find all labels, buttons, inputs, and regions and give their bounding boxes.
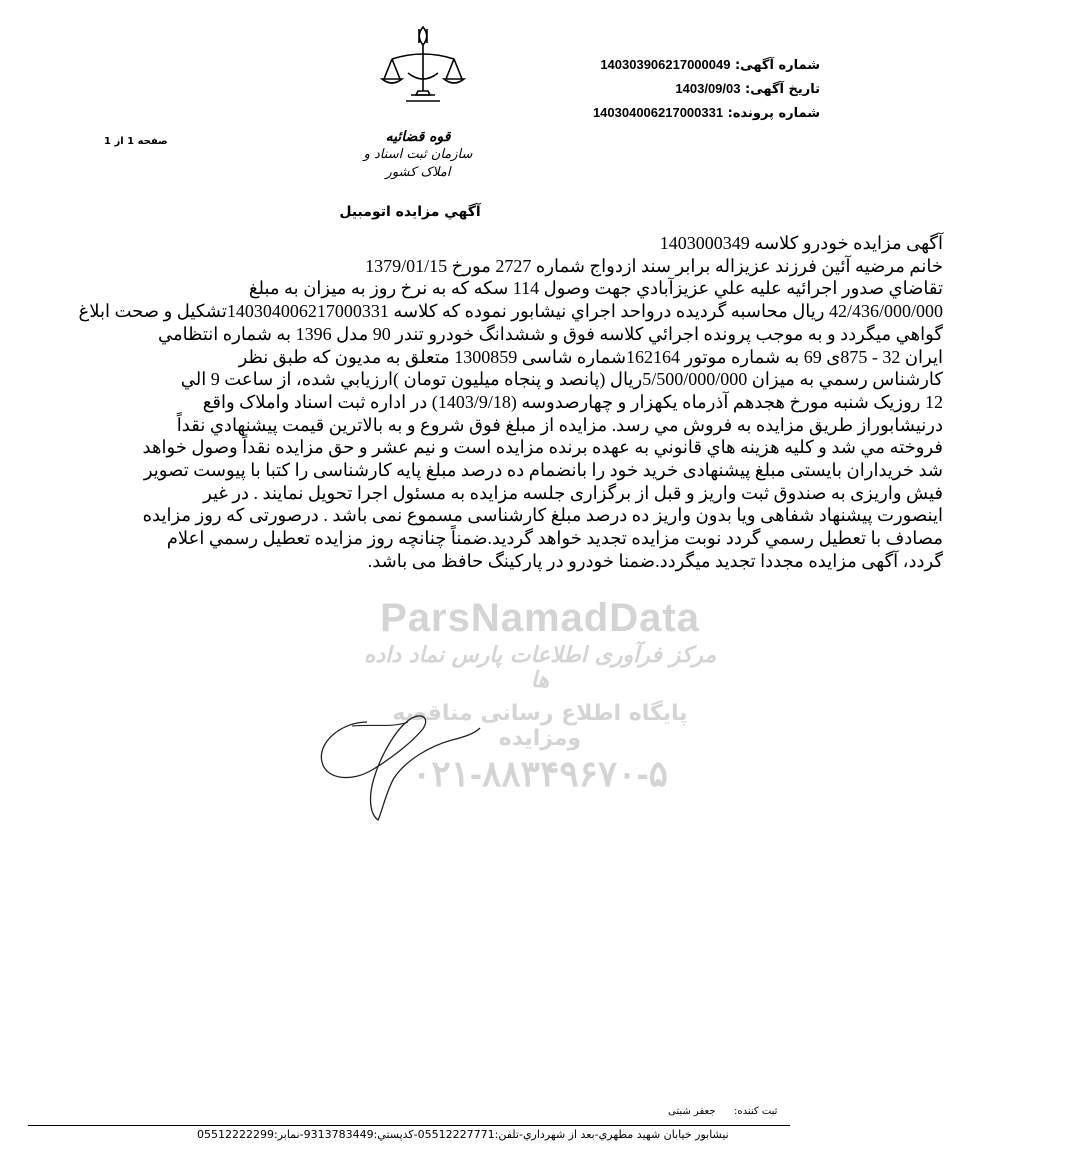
body-line: خانم مرضیه آئین فرزند عزیزاله برابر سند ازدواج شماره 2727 مورخ 1379/01/15 [365,255,943,276]
body-line: ايران 32 - 875ی 69 به شماره موتور 162164شماره شاسی 1300859 متعلق به مديون كه طبق نظر [238,346,943,367]
office-address: نيشابور خيابان شهيد مطهري-بعد از شهرداري-تلفن:05512227771-كدپستي:9313783449-نمابر:05512222299 [197,1128,729,1141]
notice-title: آگهي مزايده اتومبيل [339,204,481,220]
page-number: صفحه 1 از 1 [104,136,168,147]
registry-organization-name: سازمان ثبت اسناد و املاک کشور [363,147,473,180]
notice-meta [593,53,820,125]
signature-icon [312,682,482,822]
file-number-row [593,101,820,125]
body-line: مصادف با تعطيل رسمي گردد نوبت مزايده تجديد خواهد گرديد.ضمناً چنانچه روز مزايده تعطيل رسمي اعلام [166,528,943,549]
registrar-label: ثبت کننده: [734,1106,778,1117]
body-line: 42/436/000/000 ريال محاسبه گرديده درواحد اجراي نيشابور نموده كه كلاسه 140304006217000331تشكيل و صحت ابلاغ [78,301,943,322]
notice-date: 1403/09/03 [675,81,741,96]
notice-date-label: تاریخ آگهی: [745,82,820,97]
organization-name [348,128,488,182]
body-line: 12 روزیک شنبه مورخ هجدهم آذرماه یکهزار و چهارصدوسه (1403/9/18) در اداره ثبت اسناد واملاک واقع [202,391,943,412]
body-line: فیش واریزی به صندوق ثبت واریز و قبل از برگزاری جلسه مزایده به مسئول اجرا تحویل نمایند . در غیر [203,482,943,503]
body-line: فروخته مي شد و كليه هزينه هاي قانوني به عهده برنده مزايده است و نيم عشر و حق مزايده نقداً وصول خواهد [142,437,943,458]
notice-number-label: شماره آگهی: [734,58,820,73]
watermark-line1: مرکز فرآوری اطلاعات پارس نماد داده ها [363,643,717,693]
judiciary-name: قوه قضائیه [385,129,451,145]
watermark-line2: پایگاه اطلاع رسانی مناقصه ومزایده [392,701,688,751]
body-line: گردد، آگهی مزایده مجددا تجدید میگردد.ضمنا خودرو در پارکینگ حافظ می باشد. [367,550,943,571]
footer-divider [28,1125,790,1126]
watermark-brand: ParsNamadData [380,596,700,640]
registrar-name: جعفر شبتی [668,1106,716,1117]
file-number-label: شماره پرونده: [727,106,820,121]
body-line: تقاضاي صدور اجرائيه عليه علي عزيزآبادي جهت وصول 114 سكه كه به نرخ روز به ميزان به مبلغ [248,278,943,299]
body-line: درنيشابوراز طريق مزايده به فروش مي رسد. مزايده از مبلغ فوق شروع و به بالاترين قيمت پيشنهادي نقداً [176,414,943,435]
judiciary-emblem-icon [378,25,468,105]
notice-body [13,232,943,573]
body-line: آگهی مزایده خودرو کلاسه 1403000349 [659,233,943,253]
file-number: 140304006217000331 [592,105,724,120]
body-line: اینصورت پیشنهاد شفاهی ویا بدون واریز ده درصد مبلغ کارشناسی مسموع نمی باشد . درصورتی که روز مزايده [142,505,943,526]
notice-date-row [593,77,820,101]
watermark-phone: ۰۲۱-۸۸۳۴۹۶۷۰-۵ [411,753,668,794]
notice-number-row [593,53,820,77]
body-line: شد خريداران بایستی مبلغ پیشنهادی خرید خود را بانضمام ده درصد مبلغ پایه کارشناسی را کتبا با پیوست تصویر [143,460,943,481]
body-line: كارشناس رسمي به ميزان 5/500/000/000ريال (پانصد و پنجاه ميليون تومان )ارزيابي شده، از ساعت 9 الي [180,369,943,390]
body-line: گواهي ميگردد و به موجب پرونده اجرائي كلاسه فوق و ششدانگ خودرو تندر 90 مدل 1396 به شماره انتظامي [157,323,943,344]
notice-number: 14030390621700004‌9 [600,57,731,72]
